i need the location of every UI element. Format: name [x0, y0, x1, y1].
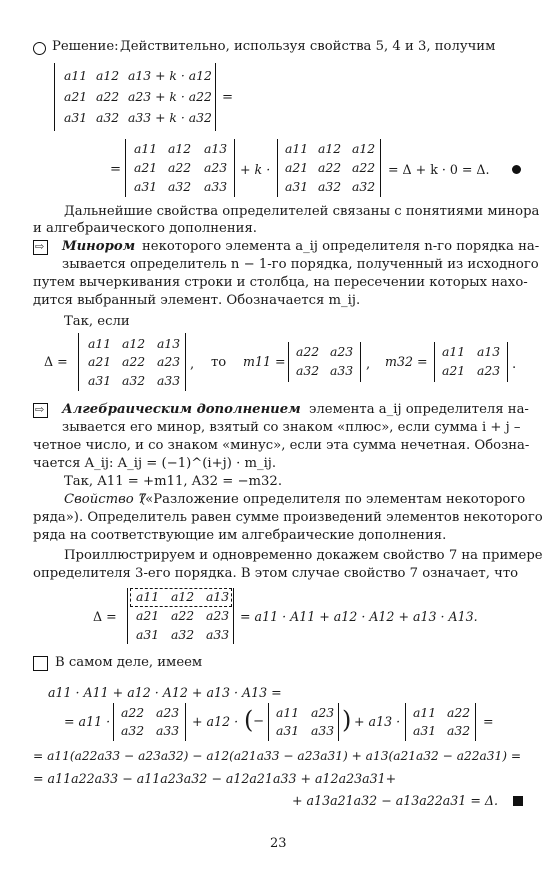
matrix-cell: a21 — [88, 354, 112, 369]
proof-line: a11 · A11 + a12 · A12 + a13 · A13 = — [48, 685, 282, 700]
plus-k: + k · — [240, 162, 271, 177]
matrix-cell: a13 — [157, 336, 181, 351]
comma: , — [366, 357, 371, 372]
matrix-cell: a21 — [136, 608, 160, 623]
matrix-cell: a12 — [168, 141, 192, 156]
matrix-cell: a32 — [296, 363, 320, 378]
proof-term: = — [483, 714, 494, 729]
proof-start-icon — [33, 656, 48, 671]
matrix-cell: a32 — [352, 179, 376, 194]
det-bar — [507, 342, 508, 382]
matrix-cell: a12 — [318, 141, 342, 156]
arrow-icon: ⇨ — [35, 403, 45, 416]
paragraph-line: Так, A11 = +m11, A32 = −m32. — [64, 474, 283, 489]
m32-label: m32 = — [385, 354, 428, 369]
paragraph-line: четное число, и со знаком «минус», если эта сумма нечетная. Обозна- — [33, 438, 530, 453]
paragraph-line: некоторого элемента a_ij определителя n-го порядка на- — [142, 239, 540, 254]
det-bar — [54, 63, 55, 131]
matrix-cell: a11 — [413, 705, 437, 720]
paragraph-line: и алгебраического дополнения. — [33, 221, 257, 236]
matrix-cell: a11 — [64, 68, 88, 83]
solution-label: Решение: — [52, 39, 119, 54]
comma: , — [190, 357, 195, 372]
det-bar — [185, 703, 186, 741]
property-label: Свойство 7 — [64, 492, 147, 507]
proof-label: В самом деле, имеем — [55, 655, 203, 670]
det-bar — [338, 703, 339, 741]
det-bar — [185, 333, 186, 391]
m11-label: m11 = — [243, 354, 286, 369]
matrix-cell: a33 + k · a32 — [128, 110, 212, 125]
matrix-cell: a12 — [352, 141, 376, 156]
solution-text: Действительно, используя свойства 5, 4 и 3, получим — [120, 39, 496, 54]
minor-term: Минором — [62, 239, 136, 254]
matrix-cell: a23 — [206, 608, 230, 623]
matrix-cell: a22 — [122, 354, 146, 369]
delta-label: Δ = — [44, 354, 68, 369]
paragraph-line: зывается его минор, взятый со знаком «плюс», если сумма i + j – — [62, 420, 521, 435]
close-paren: ) — [342, 706, 352, 734]
equation-result: = Δ + k · 0 = Δ. — [388, 162, 490, 177]
paragraph-line: элемента a_ij определителя на- — [309, 402, 529, 417]
paragraph-line: ряда на соответствующие им алгебраические дополнения. — [33, 528, 447, 543]
equals-sign: = — [110, 162, 122, 177]
matrix-cell: a32 — [168, 179, 192, 194]
matrix-cell: a33 — [206, 627, 230, 642]
proof-term: + a12 · — [192, 714, 239, 729]
matrix-cell: a21 — [442, 363, 466, 378]
matrix-cell: a23 — [477, 363, 501, 378]
det-bar — [215, 63, 216, 131]
det-bar — [475, 703, 476, 741]
matrix-cell: a13 — [204, 141, 228, 156]
matrix-cell: a11 — [136, 589, 160, 604]
equals-sign: = — [222, 90, 234, 105]
paragraph-line: («Разложение определителя по элементам некоторого — [140, 492, 526, 507]
matrix-cell: a22 — [171, 608, 195, 623]
matrix-cell: a13 + k · a12 — [128, 68, 212, 83]
matrix-cell: a31 — [64, 110, 88, 125]
matrix-cell: a31 — [285, 179, 309, 194]
matrix-cell: a33 — [330, 363, 354, 378]
matrix-cell: a32 — [121, 723, 145, 738]
then-word: то — [211, 355, 227, 370]
det-bar — [405, 703, 406, 741]
matrix-cell: a31 — [136, 627, 160, 642]
matrix-cell: a33 — [156, 723, 180, 738]
end-of-solution-icon — [512, 165, 521, 174]
matrix-cell: a33 — [204, 179, 228, 194]
paragraph-line: Проиллюстрируем и одновременно докажем свойство 7 на примере — [64, 548, 543, 563]
matrix-cell: a11 — [276, 705, 300, 720]
page-number: 23 — [270, 836, 287, 851]
matrix-cell: a21 — [134, 160, 158, 175]
matrix-cell: a23 — [311, 705, 335, 720]
matrix-cell: a21 — [64, 89, 88, 104]
matrix-cell: a22 — [121, 705, 145, 720]
matrix-cell: a23 — [156, 705, 180, 720]
matrix-cell: a23 + k · a22 — [128, 89, 212, 104]
paragraph-line: Так, если — [64, 314, 130, 329]
matrix-cell: a22 — [96, 89, 120, 104]
period: . — [512, 357, 517, 372]
paragraph-line: Дальнейшие свойства определителей связаны с понятиями минора — [64, 204, 540, 219]
det-bar — [234, 139, 235, 197]
det-bar — [277, 139, 278, 197]
matrix-cell: a32 — [447, 723, 471, 738]
paragraph-line: чается A_ij: A_ij = (−1)^(i+j) · m_ij. — [33, 456, 277, 471]
matrix-cell: a11 — [134, 141, 158, 156]
paragraph-line: ряда»). Определитель равен сумме произведений элементов некоторого — [33, 510, 543, 525]
det-bar — [127, 588, 128, 644]
matrix-cell: a31 — [134, 179, 158, 194]
det-bar — [268, 703, 269, 741]
matrix-cell: a31 — [88, 373, 112, 388]
open-paren: ( — [244, 706, 254, 734]
proof-term: = a11 · — [64, 714, 111, 729]
det-bar — [380, 139, 381, 197]
matrix-cell: a23 — [204, 160, 228, 175]
paragraph-line: определителя 3-его порядка. В этом случае свойство 7 означает, что — [33, 566, 519, 581]
proof-line: + a13a21a32 − a13a22a31 = Δ. — [292, 793, 498, 808]
matrix-cell: a12 — [122, 336, 146, 351]
proof-line: = a11(a22a33 − a23a32) − a12(a21a33 − a23a31) + a13(a21a32 − a22a31) = — [33, 749, 522, 763]
paragraph-line: дится выбранный элемент. Обозначается m_ij. — [33, 293, 361, 308]
det-bar — [113, 703, 114, 741]
matrix-cell: a12 — [171, 589, 195, 604]
matrix-cell: a22 — [318, 160, 342, 175]
matrix-cell: a12 — [96, 68, 120, 83]
matrix-cell: a32 — [96, 110, 120, 125]
matrix-cell: a11 — [285, 141, 309, 156]
matrix-cell: a31 — [413, 723, 437, 738]
expansion-rhs: = a11 · A11 + a12 · A12 + a13 · A13. — [240, 609, 478, 624]
matrix-cell: a22 — [352, 160, 376, 175]
end-of-proof-icon — [513, 796, 523, 806]
paragraph-line: путем вычеркивания строки и столбца, на пересечении которых нахо- — [33, 275, 528, 290]
matrix-cell: a11 — [442, 344, 466, 359]
paragraph-line: зывается определитель n − 1-го порядка, полученный из исходного — [62, 257, 539, 272]
solution-start-icon — [33, 42, 46, 55]
matrix-cell: a13 — [206, 589, 230, 604]
proof-term: + a13 · — [354, 714, 401, 729]
det-bar — [434, 342, 435, 382]
delta-label: Δ = — [93, 609, 117, 624]
matrix-cell: a22 — [447, 705, 471, 720]
matrix-cell: a31 — [276, 723, 300, 738]
matrix-cell: a13 — [477, 344, 501, 359]
matrix-cell: a33 — [311, 723, 335, 738]
matrix-cell: a21 — [285, 160, 309, 175]
matrix-cell: a32 — [122, 373, 146, 388]
det-bar — [78, 333, 79, 391]
det-bar — [233, 588, 234, 644]
matrix-cell: a11 — [88, 336, 112, 351]
matrix-cell: a33 — [157, 373, 181, 388]
matrix-cell: a22 — [296, 344, 320, 359]
matrix-cell: a32 — [318, 179, 342, 194]
arrow-icon: ⇨ — [35, 240, 45, 253]
det-bar — [360, 342, 361, 382]
det-bar — [125, 139, 126, 197]
proof-line: = a11a22a33 − a11a23a32 − a12a21a33 + a12a23a31+ — [33, 771, 397, 786]
det-bar — [288, 342, 289, 382]
cofactor-term: Алгебраическим дополнением — [62, 402, 301, 417]
matrix-cell: a32 — [171, 627, 195, 642]
matrix-cell: a22 — [168, 160, 192, 175]
matrix-cell: a23 — [330, 344, 354, 359]
matrix-cell: a23 — [157, 354, 181, 369]
minus-sign: − — [253, 714, 265, 729]
